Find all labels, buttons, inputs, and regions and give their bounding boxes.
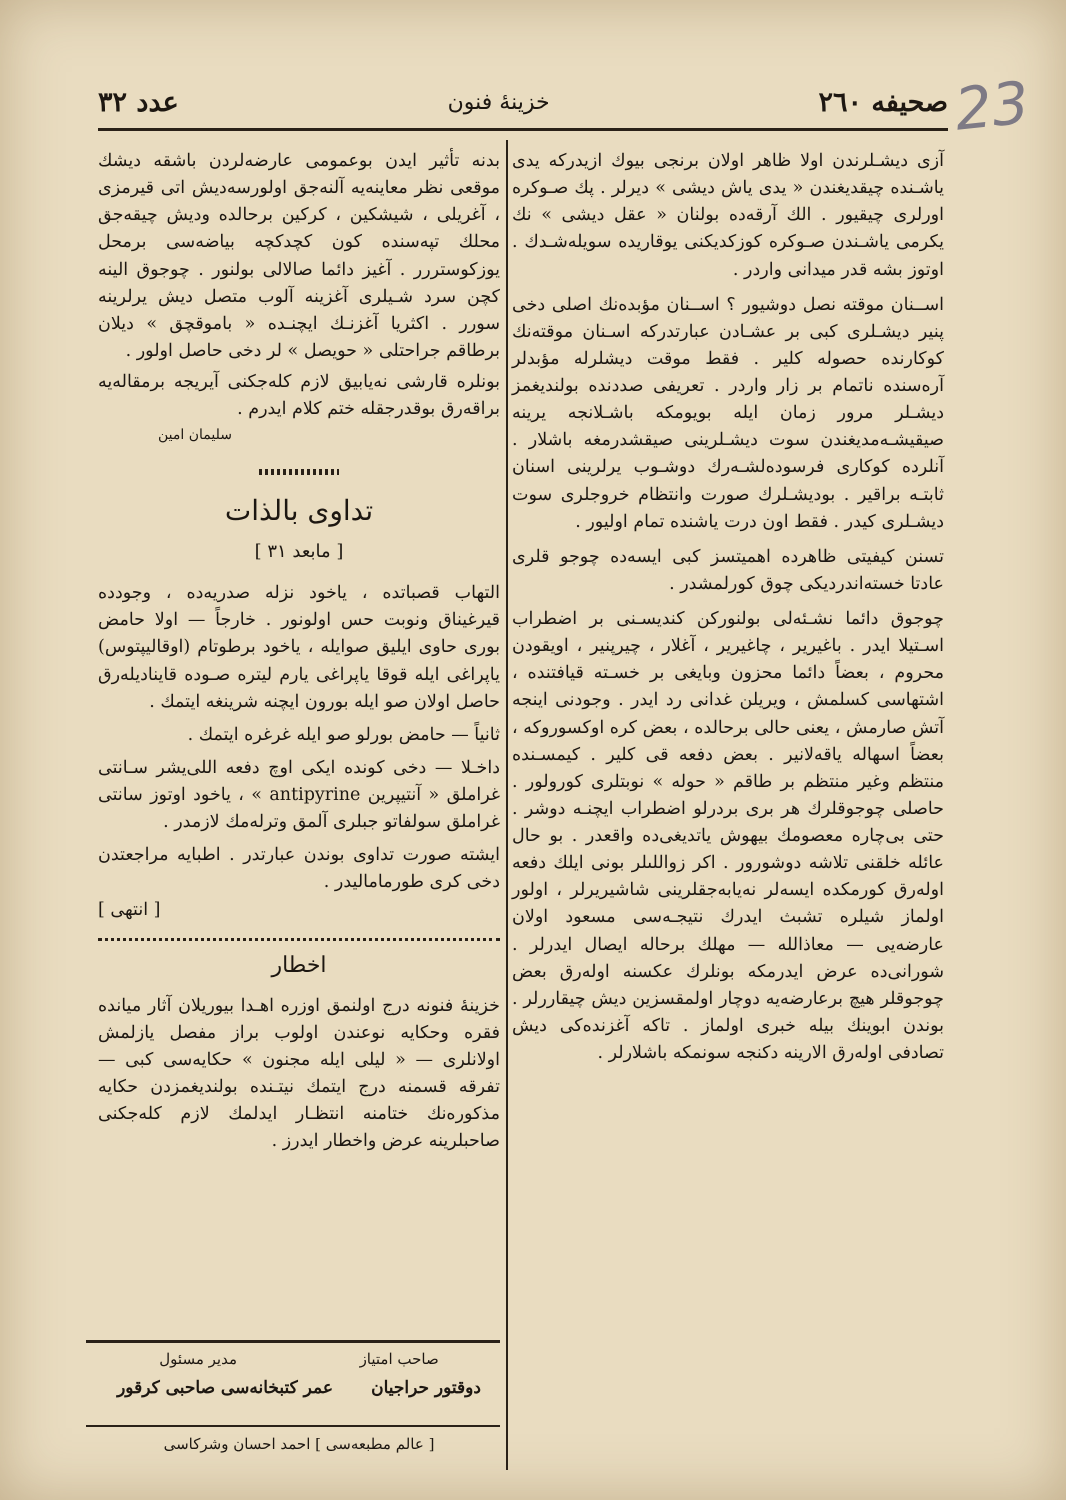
footer-labels <box>98 1350 500 1368</box>
end-mark: [ انتهى ] <box>98 899 161 920</box>
paragraph: داخـلا — دخى كونده ايكى اوچ دفعه اللى‌يشر سـانتى غراملق « آنتيپرين antipyrine » ، ياخود اوتوز سانتى غراملق سولفاتو جبلرى آلمق وترله‌مك لازمدر . <box>98 757 501 833</box>
printer-credit: [ عالم مطبعه‌سى ] احمد احسان وشركاسى <box>163 1435 435 1453</box>
author-signature: سليمان امين <box>158 427 232 444</box>
issue-number-label: عدد ٣٢ <box>98 86 179 118</box>
header-rule <box>98 128 948 131</box>
paragraph: آزى ديشـلرندن اولا ظاهر اولان برنجى بيوك ازيدركه يدى ياشـنده چيقديغندن « يدى ياش ديشى » ديرلر . پك صـوكره اورلرى چيقيور . الك آرقه‌ده بولنان « عقل ديشى » نك يكرمى ياشـندن صـوكره كوزكديكنى يوقاريده سويله‌شـدك . اوتوز بشه قدر ميدانى واردر . <box>512 151 944 280</box>
page-header <box>98 78 948 126</box>
page-number-label: صحيفه ٢٦٠ <box>818 86 948 118</box>
handwritten-page-number: 23 <box>951 68 1033 144</box>
owner-name: دوقتور حراجيان <box>371 1378 481 1398</box>
dotted-divider <box>98 938 500 941</box>
paragraph: ايشته صورت تداوى بوندن عبارتدر . اطبايه مراجعتدن دخى كرى طورماماليدر . <box>98 845 500 893</box>
paragraph: تسنن كيفيتى ظاهرده اهميتسز كبى ايسه‌ده چوجو قلرى عادتا خسته‌اندرديكى چوق كورلمشدر . <box>512 546 944 594</box>
article-title: تداوى بالذات <box>224 493 374 527</box>
paragraph: چوجوق دائما نشـئه‌لى بولنوركن كنديسـنى بر اضطراب اسـتيلا ايدر . باغيرير ، چاغيرير ، آغلار ، چيرپنير ، اويقودن محروم ، بعضاً دائما محزون وبايغى بر خسـته قيافتنده ، اشتهاسى كسلمش ، ويريلن غدانى رد ايدر . وجودنى اينجه آتش صارمش ، يعنى حالى برحالده ، بعض كره اوكسوروكه ، بعضاً اسهاله ياقه‌لانير . بعض دفعه قى كلير . كيمسـنده منتظم وغير منتظم بر طاقم « حوله » نوبتلرى كورولور . حاصلى چوجوقلرك هر برى بردرلو اضطراب ايچنـه دوشر . حتى بى‌چاره معصومك بيهوش ياتديغى‌ده واقعدر . بو حال عائله خلقنى تلاشه دوشورور . اكر زواللىلر بونى ايلك دفعه اوله‌رق كورمكده ايسه‌لر نه‌يابه‌جقلرينى شاشيريرلر ، اولور اولماز شيلره تشبث ايدرك نتيجـه‌سى مسعود اولان عارضه‌يى — معاذالله — مهلك برحاله ايصال ايدرلر . شورانى‌ده عرض ايدرمكه بونلرك عكسنه اوله‌رق بعض چوجوقلر هيچ برعارضه‌يه دوچار اولمقسزين ديش چيقاررلر . بوندن ابوينك بيله خبرى اولماز . تاكه آغزنده‌كى ديش تصادفى اوله‌رق الارينه دكنجه سونمكه باشلارلر . <box>512 609 944 1063</box>
column-divider <box>506 140 508 1470</box>
notice-title: اخطار <box>271 952 327 978</box>
paragraph: التهاب قصباتده ، ياخود نزله صدريه‌ده ، وجودده قيرغيناق ونوبت حس اولونور . خارجاً — اولا حامض بورى حاوى ايليق صوايله ، ياخود برطوتام (اوقاليپتوس) ياپراغى ايله قوقا ياپراغى يارم ليتره صـوده قايناديله‌رق حاصل اولان صو ايله بورون ايچنه شرينغه ايتمك . <box>98 583 500 712</box>
paragraph: اســنان موقته نصل دوشيور ؟ اســنان مؤبده‌نك اصلى دخى پنير ديشـلرى كبى بر عشـادن عبارتدركه اسـنان موقته‌نك كوكارنده حصوله كلير . فقط موقت ديشلرله مؤبدلر آره‌سنده ناتمام بر زار واردر . تعريفى صددنده بولنديغمز ديشـلر مرور زمان ايله بويومكه باشـلانجه يرينه صيقيشـه‌مديغندن سوت ديشـلرينى صيقشدرمغه باشلار . آنلرده كوكارى فرسوده‌لشـه‌رك دوشـوب يرلرينى اسنان ثابتـه براقير . بوديشـلرك صورت وانتظام خروجلرى سوت ديشـلرى كيدر . فقط اون درت ياشنده تمام اوليور . <box>512 294 944 532</box>
left-column <box>98 148 500 1156</box>
footer-rule <box>86 1340 500 1343</box>
article-subtitle: [ مابعد ٣١ ] <box>254 541 344 563</box>
paragraph: بدنه تأثير ايدن بوعمومى عارضه‌لردن باشقه ديشك موقعى نظر معاينه‌يه آلنه‌جق اولورسه‌ديش اتى قيرمزى ، آغريلى ، شيشكين ، كركين برحالده وديش چيقه‌جق محلك تپه‌سنده كون كچدكچه بياضه‌سى برمحل يوزكوستررر . آغيز دائما صالالى بولنور . چوجوق الينه كچن سرد شـيلرى آغزينه آلوب متصل ديش يرلرينه سورر . اكثريا آغزنـك ايچنـده « باموقچق » ديلان برطاقم جراحتلى « حويصل » لر دخى حاصل اولور . <box>98 151 500 361</box>
right-column <box>512 148 944 1067</box>
periodical-title: خزينۀ فنون <box>447 89 550 115</box>
footer-names <box>98 1378 500 1398</box>
printer-rule <box>86 1425 500 1427</box>
editor-name: عمر كتبخانه‌سى صاحبى كرقور <box>117 1378 333 1398</box>
paragraph: ثانياً — حامض بورلو صو ايله غرغره ايتمك . <box>187 724 500 745</box>
editor-label: مدير مسئول <box>159 1350 237 1368</box>
notice-text: خزينۀ فنونه درج اولنمق اوزره اهـدا بيوريلان آثار ميانده فقره وحكايه نوعندن اولوب براز مفصل يازلمش اولانلرى — « ليلى ايله مجنون » حكايه‌سى كبى — تفرقه قسمنه درج ايتمك نيتـنده بولنديغمزدن حكايه مذكوره‌نك ختامنه انتظـار ايدلمك لازم كله‌جكنى صاحبلرينه عرض واخطار ايدرز . <box>98 995 500 1152</box>
paragraph: بونلره قارشى نه‌يابيق لازم كله‌جكنى آيريجه برمقاله‌يه براقه‌رق بوقدرجقله ختم كلام ايدرم . <box>98 372 500 420</box>
owner-label: صاحب امتياز <box>359 1350 439 1368</box>
section-ornament <box>259 469 339 475</box>
